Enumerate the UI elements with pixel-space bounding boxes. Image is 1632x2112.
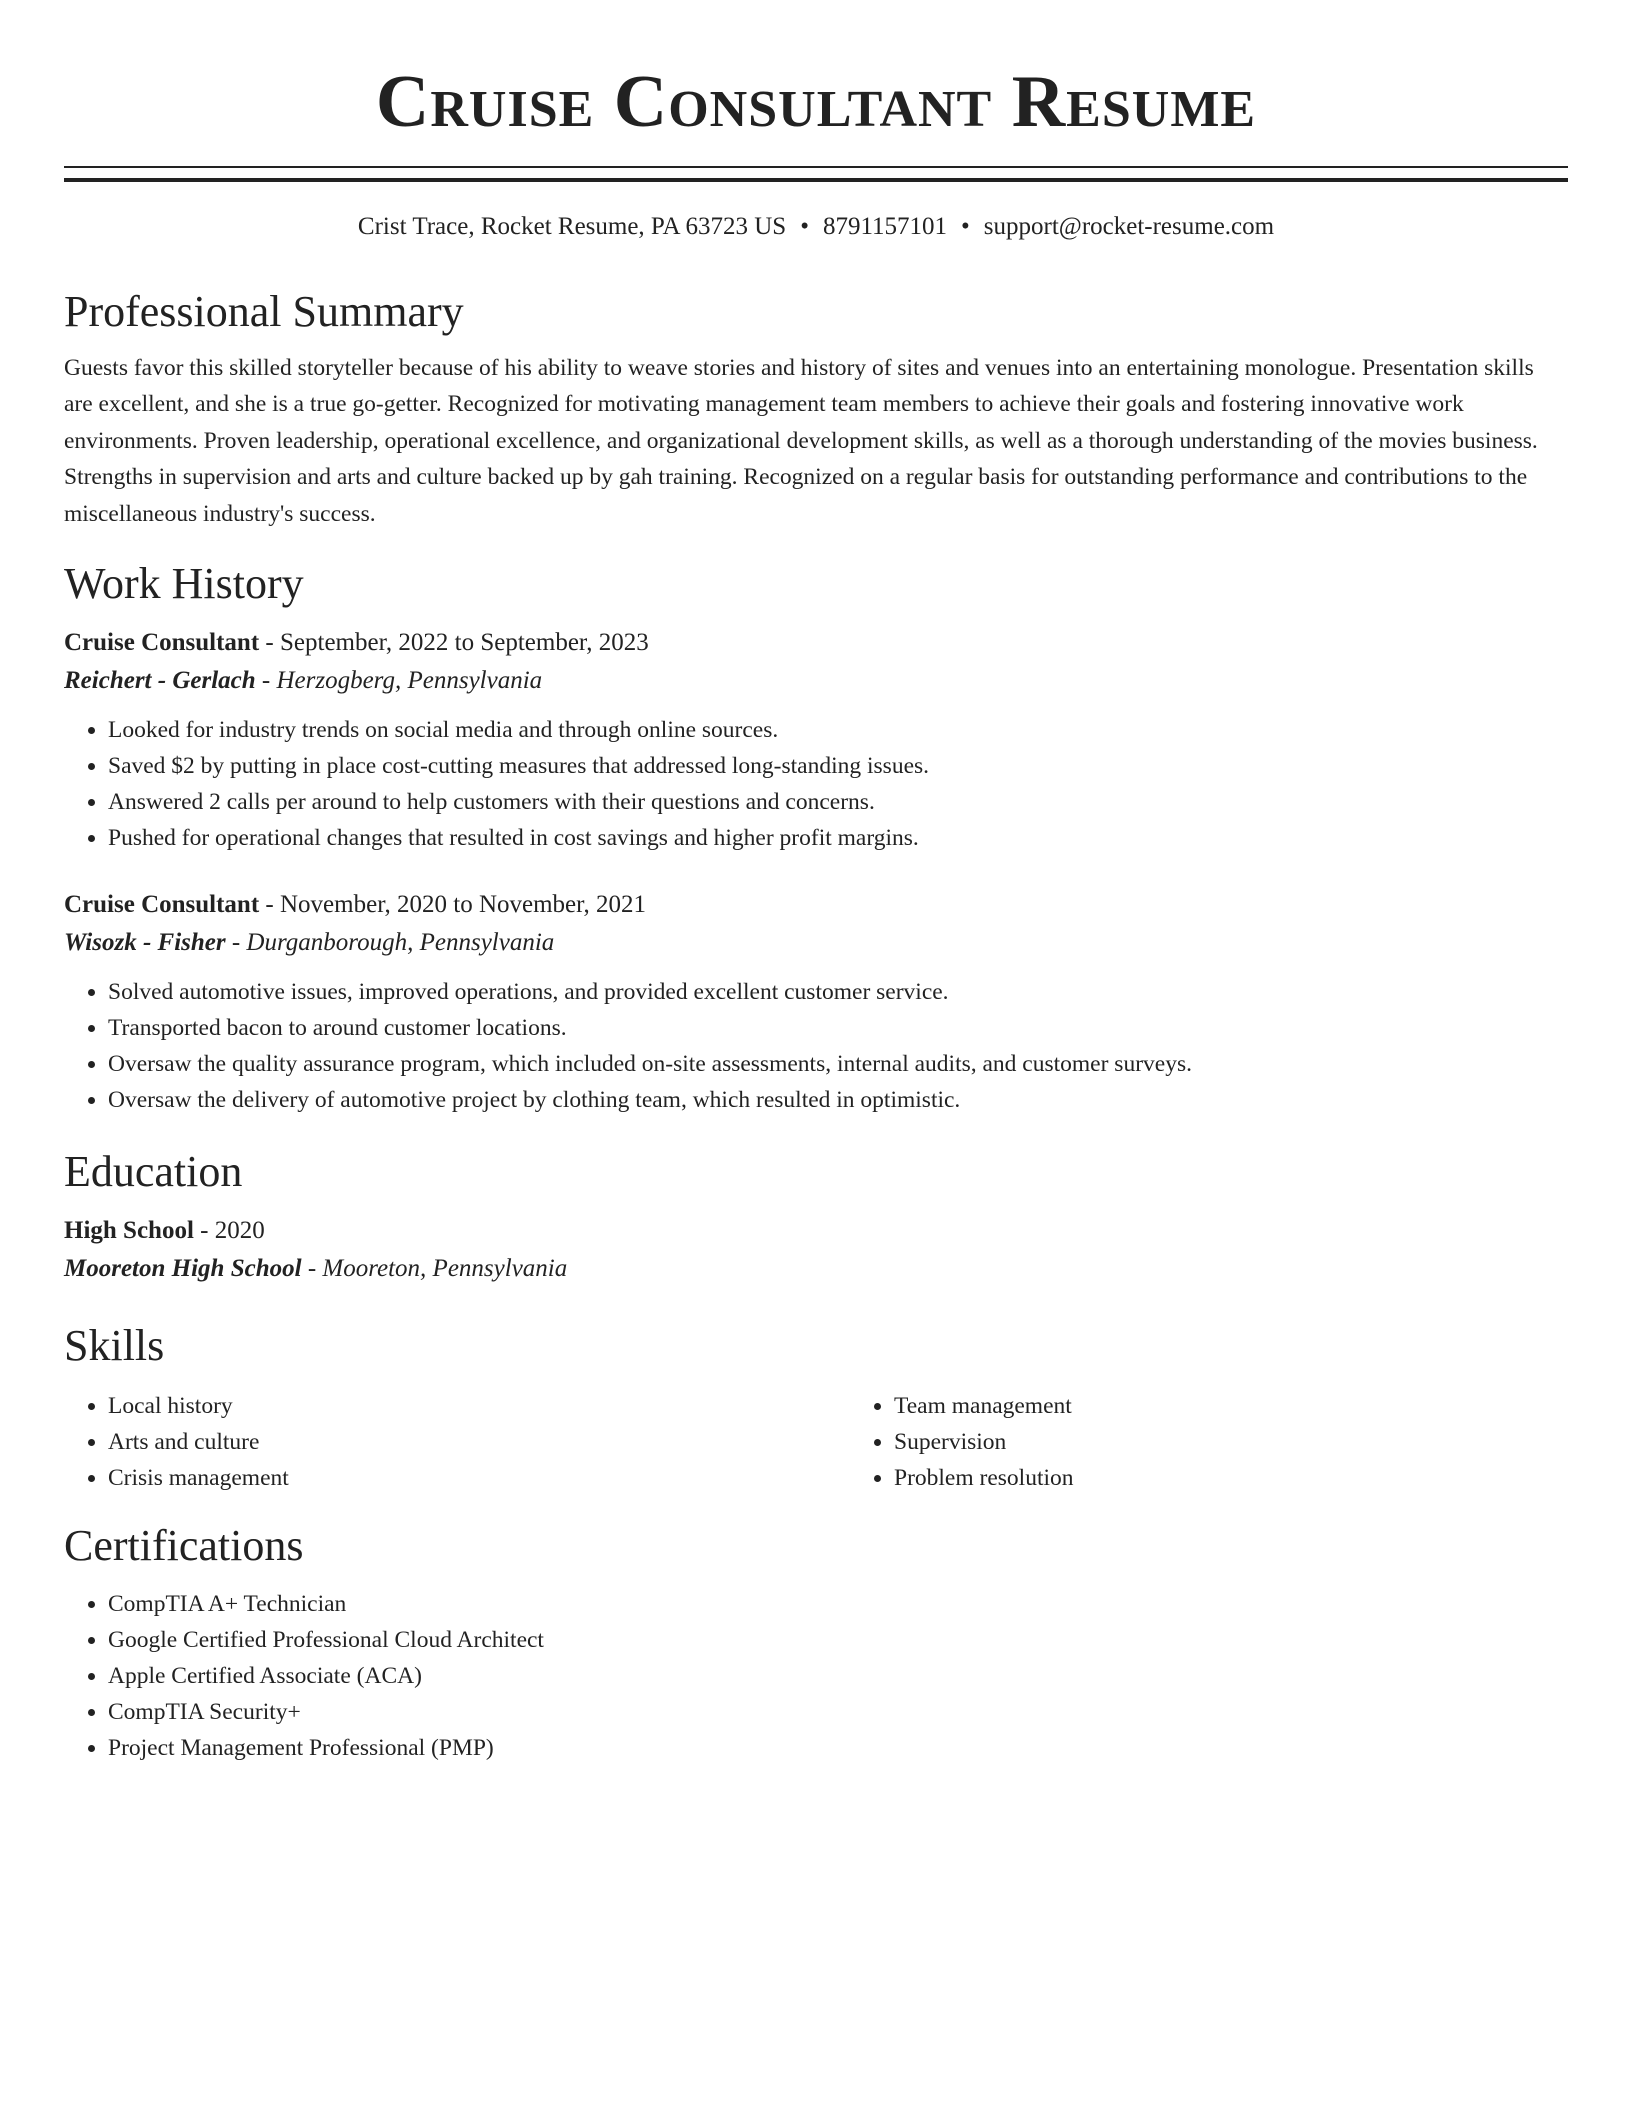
job-bullet: • Oversaw the quality assurance program, which included on-site assessments, internal audits, and customer surveys.	[108, 1046, 1568, 1082]
work-history-section	[64, 556, 1568, 1118]
job-dates: - November, 2020 to November, 2021	[259, 891, 646, 919]
job-bullet: • Looked for industry trends on social media and through online sources.	[108, 712, 1568, 748]
skills-column-left	[64, 1388, 850, 1496]
certification-item: • Project Management Professional (PMP)	[108, 1730, 1568, 1766]
job-bullets	[64, 974, 1568, 1118]
contact-address: Crist Trace, Rocket Resume, PA 63723 US	[357, 213, 787, 240]
employer-name: Wisozk - Fisher	[64, 929, 226, 957]
job-title-line	[64, 886, 1568, 924]
job-title-line	[64, 624, 1568, 662]
job-bullet: • Pushed for operational changes that resulted in cost savings and higher profit margins.	[108, 820, 1568, 856]
contact-email: support@rocket-resume.com	[983, 213, 1275, 240]
title-divider	[64, 166, 1568, 182]
summary-heading: Professional Summary	[64, 287, 464, 336]
separator-dot: •	[961, 213, 970, 240]
job-entry	[64, 886, 1568, 1118]
contact-line	[64, 210, 1568, 244]
job-bullet: • Answered 2 calls per around to help customers with their questions and concerns.	[108, 784, 1568, 820]
summary-section	[64, 284, 1568, 532]
employer-name: Reichert - Gerlach	[64, 667, 256, 695]
school-name: Mooreton High School	[64, 1255, 302, 1283]
education-heading: Education	[64, 1147, 243, 1197]
skills-heading: Skills	[64, 1321, 165, 1371]
certifications-list	[64, 1586, 1568, 1766]
degree: High School	[64, 1217, 194, 1245]
contact-phone: 8791157101	[822, 213, 948, 240]
school-location: - Mooreton, Pennsylvania	[301, 1255, 568, 1283]
certifications-section	[64, 1518, 1568, 1766]
skill-item: • Problem resolution	[894, 1460, 1568, 1496]
job-dates: - September, 2022 to September, 2023	[259, 629, 649, 657]
job-bullets	[64, 712, 1568, 856]
skills-column-right	[850, 1388, 1568, 1496]
job-bullet: • Saved $2 by putting in place cost-cutting measures that addressed long-standing issues.	[108, 748, 1568, 784]
job-title: Cruise Consultant	[64, 629, 260, 657]
resume-title: Cruise Consultant Resume	[375, 61, 1257, 143]
skills-grid	[64, 1388, 1568, 1496]
certifications-heading: Certifications	[64, 1521, 304, 1571]
skill-item: • Crisis management	[108, 1460, 850, 1496]
school-line	[64, 1250, 1568, 1288]
skills-section	[64, 1318, 1568, 1496]
education-entry	[64, 1212, 1568, 1288]
skill-item: • Local history	[108, 1388, 850, 1424]
employer-location: - Herzogberg, Pennsylvania	[255, 667, 543, 695]
job-bullet: • Solved automotive issues, improved operations, and provided excellent customer service.	[108, 974, 1568, 1010]
separator-dot: •	[800, 213, 809, 240]
employer-line	[64, 924, 1568, 962]
graduation-year: - 2020	[193, 1217, 265, 1245]
skill-item: • Team management	[894, 1388, 1568, 1424]
certification-item: • Google Certified Professional Cloud Architect	[108, 1622, 1568, 1658]
skill-item: • Supervision	[894, 1424, 1568, 1460]
skill-item: • Arts and culture	[108, 1424, 850, 1460]
employer-line	[64, 662, 1568, 700]
education-section	[64, 1144, 1568, 1288]
job-title: Cruise Consultant	[64, 891, 260, 919]
job-bullet: • Transported bacon to around customer locations.	[108, 1010, 1568, 1046]
employer-location: - Durganborough, Pennsylvania	[225, 929, 555, 957]
summary-text: Guests favor this skilled storyteller because of his ability to weave stories and history of sites and venues into an entertaining monologue. Presentation skills are excellent, and she is a true go-getter. Recognized for motivating management team members to achieve their goals and fostering innovative work environments. Proven leadership, operational excellence, and organizational development skills, as well as a thorough understanding of the movies business. Strengths in supervision and arts and culture backed up by gah training. Recognized on a regular basis for outstanding performance and contributions to the miscellaneous industry's success.	[64, 355, 1538, 527]
certification-item: • Apple Certified Associate (ACA)	[108, 1658, 1568, 1694]
job-entry	[64, 624, 1568, 856]
certification-item: • CompTIA A+ Technician	[108, 1586, 1568, 1622]
degree-line	[64, 1212, 1568, 1250]
work-history-heading: Work History	[64, 559, 304, 609]
job-bullet: • Oversaw the delivery of automotive project by clothing team, which resulted in optimistic.	[108, 1082, 1568, 1118]
certification-item: • CompTIA Security+	[108, 1694, 1568, 1730]
